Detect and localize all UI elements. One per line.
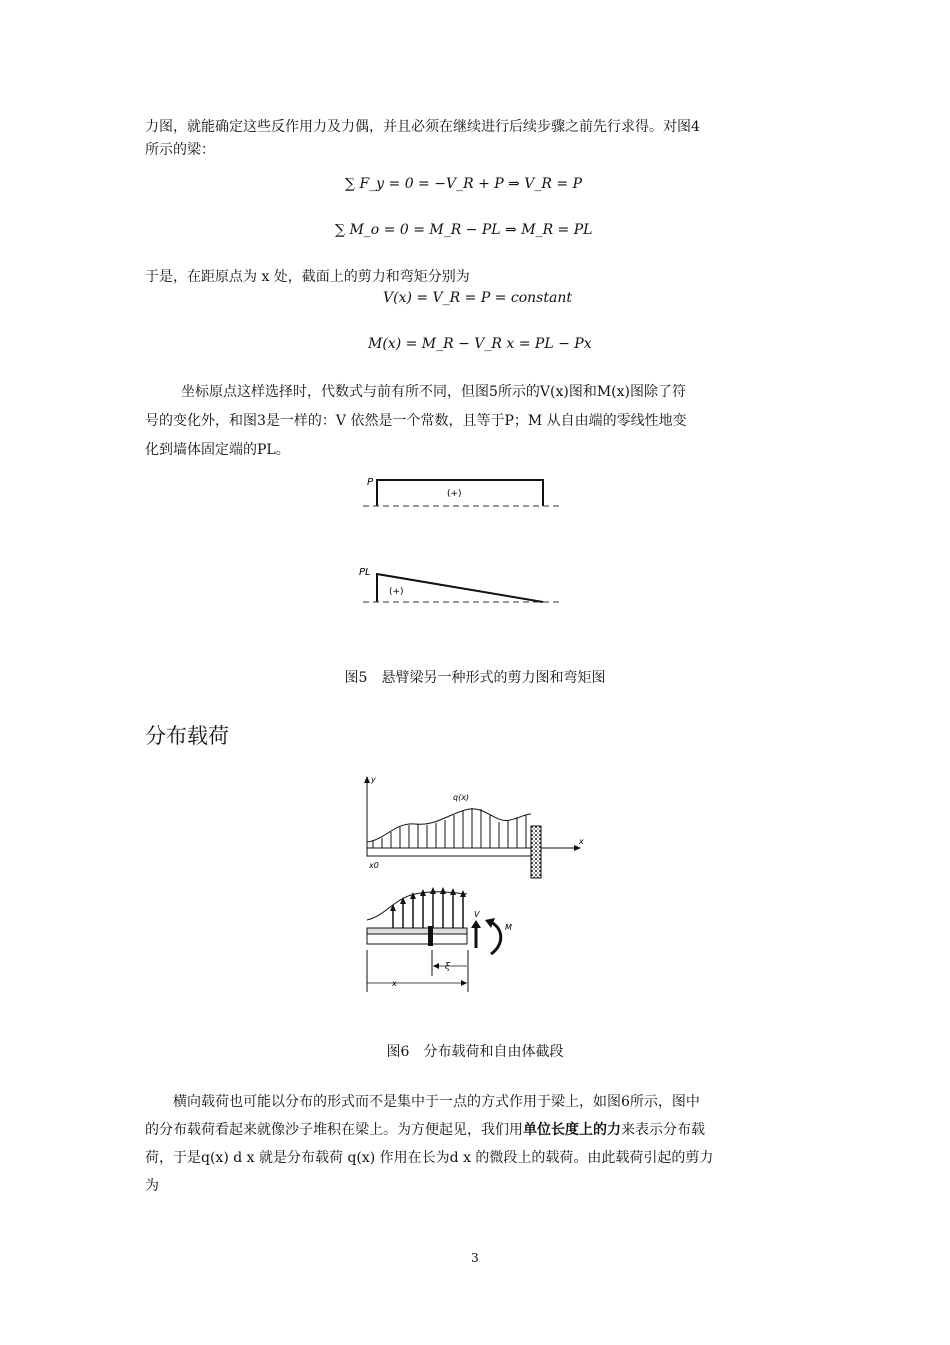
unit-length-force-term: 单位长度上的力 (523, 1122, 621, 1138)
paragraph-1 (145, 116, 810, 162)
shear-sign: (+) (447, 489, 462, 499)
page-number: 3 (471, 1251, 479, 1265)
load-label: q(x) (453, 793, 470, 802)
equation-1: ∑ F_y = 0 = −V_R + P ⇒ V_R = P (345, 176, 583, 192)
paragraph-3 (145, 378, 810, 465)
moment-label: PL (359, 567, 371, 578)
paragraph-4-line-2 (145, 1116, 810, 1144)
figure-6-diagram (355, 770, 595, 998)
paragraph-2: 于是，在距原点为 x 处，截面上的剪力和弯矩分别为 (145, 269, 470, 285)
equation-2: ∑ M_o = 0 = M_R − PL ⇒ M_R = PL (335, 222, 593, 238)
x-axis-label: x (579, 837, 584, 846)
figure-6-caption: 图6 分布载荷和自由体截段 (386, 1044, 564, 1060)
figure-5-diagram (355, 472, 565, 612)
shear-label: P (367, 477, 374, 488)
paragraph-4-line-3: 荷，于是q(x) d x 就是分布载荷 q(x) 作用在长为d x 的微段上的载荷。由此载荷引起的剪力 (145, 1150, 714, 1166)
figure-5-caption: 图5 悬臂梁另一种形式的剪力图和弯矩图 (344, 670, 606, 686)
paragraph-4-line-2a: 的分布载荷看起来就像沙子堆积在梁上。为方便起见，我们用 (145, 1122, 523, 1138)
section-heading: 分布载荷 (145, 724, 229, 748)
xi-label: ξ (445, 962, 450, 972)
paragraph-4 (145, 1088, 810, 1200)
moment-force-label: M (505, 923, 512, 932)
paragraph-3-line-3: 化到墙体固定端的PL。 (145, 442, 290, 458)
paragraph-4-line-4: 为 (145, 1178, 159, 1194)
equation-3: V(x) = V_R = P = constant (383, 290, 572, 306)
paragraph-1-line-2: 所示的梁： (145, 142, 215, 158)
paragraph-3-line-1: 坐标原点这样选择时，代数式与前有所不同，但图5所示的V(x)图和M(x)图除了符 (181, 384, 686, 400)
free-body-segment (367, 887, 512, 992)
y-axis-label: y (371, 775, 376, 784)
origin-label: x0 (369, 861, 379, 870)
moment-diagram (359, 567, 559, 602)
shear-diagram (363, 477, 559, 506)
x-dimension-label: x (392, 979, 397, 988)
paragraph-1-line-1: 力图，就能确定这些反作用力及力偶，并且必须在继续进行后续步骤之前先行求得。对图4 (145, 119, 700, 135)
shear-force-label: V (474, 910, 480, 919)
paragraph-3-line-2: 号的变化外，和图3是一样的：V 依然是一个常数，且等于P；M 从自由端的零线性地变 (145, 413, 687, 429)
loaded-beam (364, 775, 584, 878)
paragraph-4-line-1: 横向载荷也可能以分布的形式而不是集中于一点的方式作用于梁上，如图6所示，图中 (173, 1094, 700, 1110)
moment-sign: (+) (389, 587, 404, 597)
equation-4: M(x) = M_R − V_R x = PL − Px (368, 336, 592, 352)
paragraph-4-line-2c: 来表示分布载 (621, 1122, 705, 1138)
